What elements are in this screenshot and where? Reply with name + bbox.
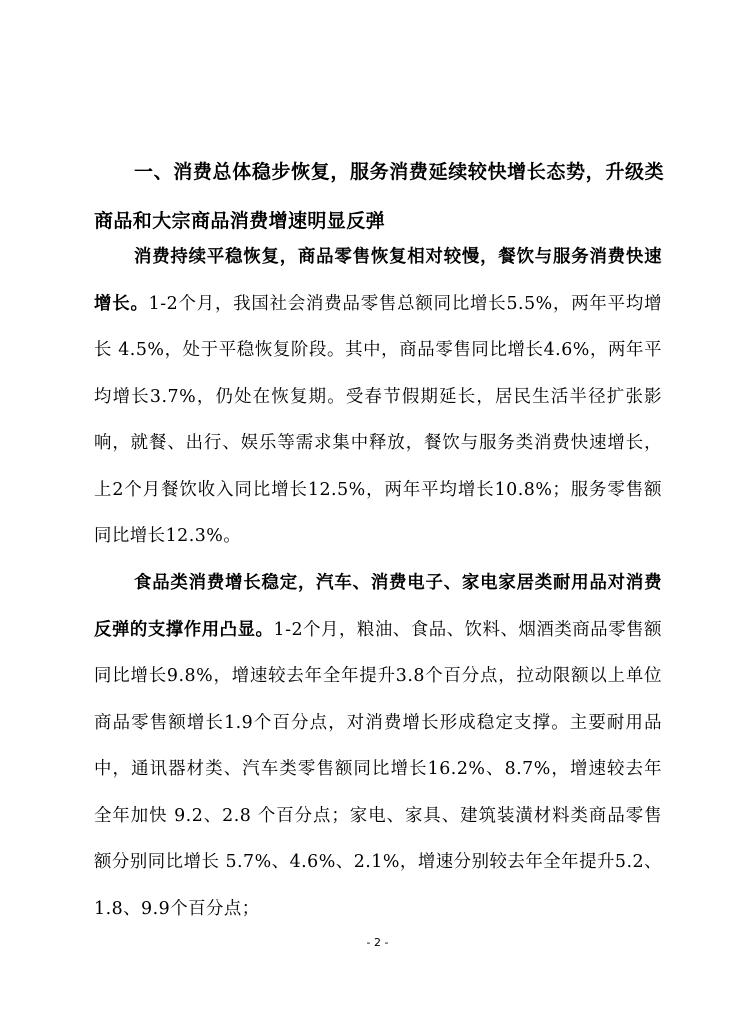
paragraph-lead: 食品类消费增长稳定，汽车、消费电子、家电家居类耐用品对消费反弹的支撑作用凸显。 [94, 573, 662, 640]
section-heading: 一、消费总体稳步恢复，服务消费延续较快增长态势，升级类商品和大宗商品消费增速明显反弹 [94, 161, 664, 232]
paragraph-durable-goods [94, 560, 662, 932]
page-number: - 2 - [366, 936, 389, 949]
paragraph-lead: 消费持续平稳恢复，商品零售恢复相对较慢，餐饮与服务消费快速增长。 [94, 247, 662, 314]
paragraph-body: 1-2个月，我国社会消费品零售总额同比增长5.5%，两年平均增长 4.5%，处于平稳恢复阶段。其中，商品零售同比增长4.6%，两年平均增长3.7%，仍处在恢复期。受春节假期延长，居民生活半径扩张影响，就餐、出行、娱乐等需求集中释放，餐饮与服务类消费快速增长，上2个月餐饮收入同比增长12.5%，两年平均增长10.8%；服务零售额同比增长12.3%。 [94, 293, 662, 546]
paragraph-consumption-recovery [94, 234, 662, 560]
paragraph-body: 1-2个月，粮油、食品、饮料、烟酒类商品零售额同比增长9.8%，增速较去年全年提升3.8个百分点，拉动限额以上单位商品零售额增长1.9个百分点，对消费增长形成稳定支撑。主要耐用品中，通讯器材类、汽车类零售额同比增长16.2%、8.7%，增速较去年全年加快 9.2、2.8 个百分点；家电、家具、建筑装潢材料类商品零售额分别同比增长 5.7%、4.6%、2.1%，增速分别较去年全年提升5.2、1.8、9.9个百分点； [94, 619, 662, 919]
